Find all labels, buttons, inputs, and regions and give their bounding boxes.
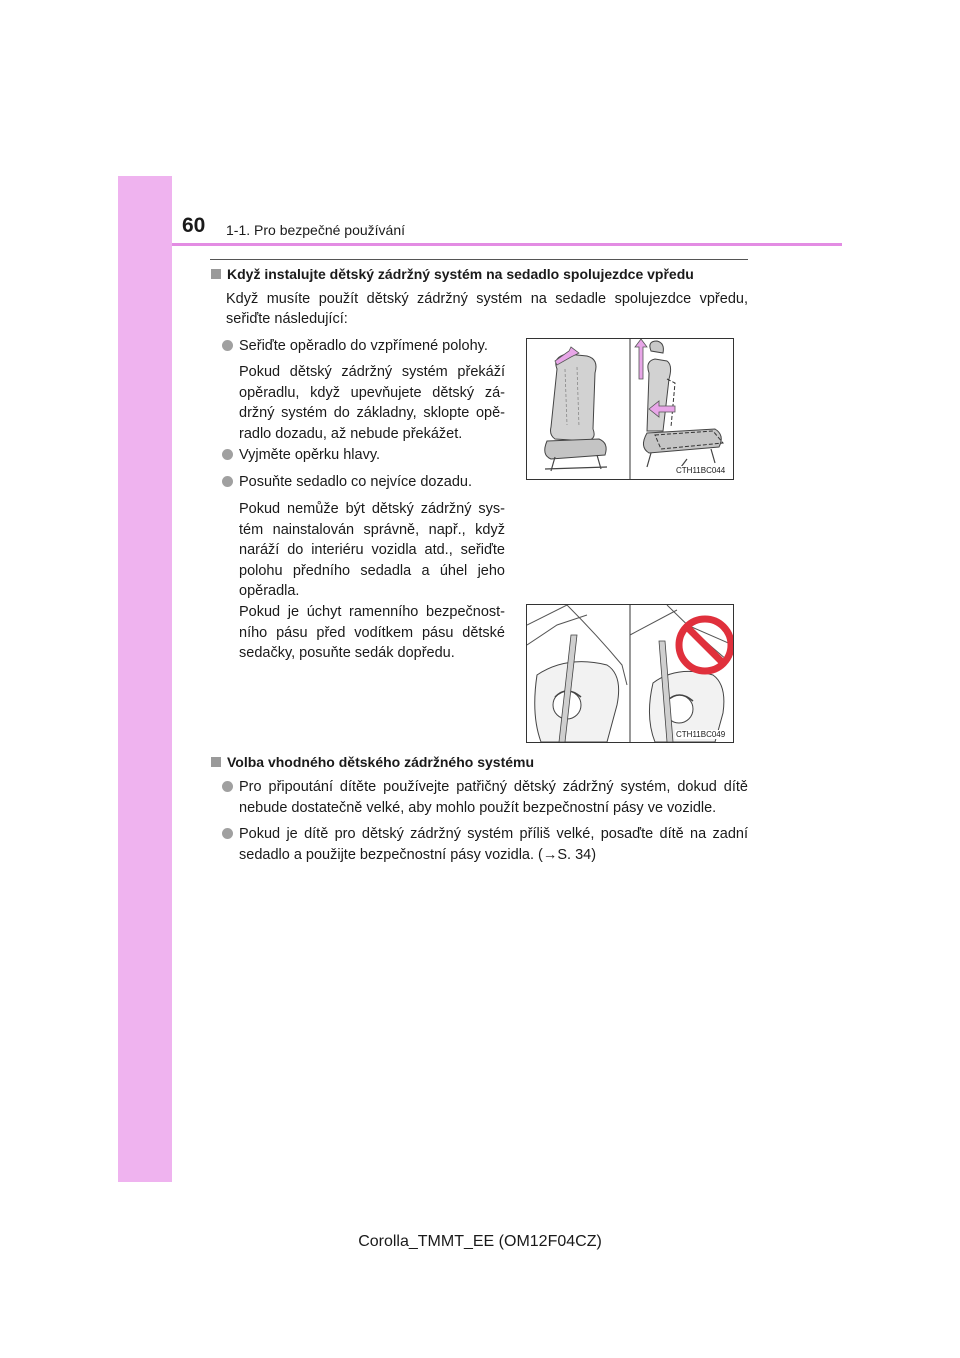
text-line: nebude dostatečně velké, aby mohlo použít bezpečnostní pásy ve vozidle.: [239, 799, 717, 816]
text-line: Pokud je úchyt ramenního bezpečnost-: [239, 604, 505, 620]
seatbelt-position-illustration: [526, 604, 734, 743]
round-bullet-icon: [222, 340, 233, 351]
seat-adjustment-drawing: [527, 339, 733, 479]
chapter-sidebar-tab: [118, 176, 172, 1182]
paragraph-recline-backrest: [239, 362, 505, 444]
figure-code: CTH11BC049: [676, 730, 726, 739]
square-bullet-icon: [211, 757, 221, 767]
bullet-upright-backrest: [239, 336, 509, 357]
seatbelt-position-drawing: [527, 605, 733, 742]
text-line: sedačky, posuňte sedák dopředu.: [239, 645, 455, 661]
section-divider: [210, 259, 748, 260]
bullet-text: Posuňte sedadlo co nejvíce dozadu.: [239, 474, 472, 490]
heading-choose-child-restraint: [211, 754, 534, 770]
paragraph-adjust-position: [239, 499, 505, 602]
seat-adjustment-illustration: [526, 338, 734, 480]
paragraph-shoulder-belt: [239, 602, 505, 664]
figure-code: CTH11BC044: [676, 466, 726, 475]
square-bullet-icon: [211, 269, 221, 279]
round-bullet-icon: [222, 781, 233, 792]
heading-text: Volba vhodného dětského zádržného systému: [227, 754, 535, 770]
section-title: 1-1. Pro bezpečné používání: [226, 222, 406, 238]
text-line: opěradlu, když upevňujete dětský zá-: [239, 384, 505, 401]
text-line: radlo dozadu, až nebude překážet.: [239, 425, 463, 442]
text-line: držný systém do základny, sklopte opě-: [239, 405, 505, 421]
intro-line-1: Když musíte použít dětský zádržný systém na sedadle spolujezdce vpředu,: [226, 291, 748, 307]
text-line: tém nainstalován správně, např., když: [239, 521, 505, 538]
bullet-seat-back: [239, 472, 509, 493]
heading-front-passenger-install: [211, 266, 694, 282]
page-number: 60: [182, 214, 206, 237]
round-bullet-icon: [222, 476, 233, 487]
round-bullet-icon: [222, 828, 233, 839]
round-bullet-icon: [222, 449, 233, 460]
bullet-use-proper-restraint: [239, 777, 748, 818]
bullet-text: Vyjměte opěrku hlavy.: [239, 447, 381, 463]
heading-text: Když instalujte dětský zádržný systém na sedadlo spolujezdce vpředu: [227, 266, 694, 282]
text-line: opěradla.: [239, 583, 300, 599]
bullet-remove-headrest: [239, 445, 509, 466]
footer-document-id: Corolla_TMMT_EE (OM12F04CZ): [358, 1233, 602, 1250]
bullet-child-too-big: [239, 824, 748, 865]
text-line: sedadlo a použijte bezpečnostní pásy vozidla. (→S. 34): [239, 846, 597, 863]
text-line: Pokud je dítě pro dětský zádržný systém příliš velké, posaďte dítě na zadní: [239, 826, 748, 842]
text-line: Pokud dětský zádržný systém překáží: [239, 364, 505, 380]
text-line: Pro připoutání dítěte používejte patřičný dětský zádržný systém, dokud dítě: [239, 779, 748, 795]
text-line: naráží do interiéru vozidla atd., seřiďte: [239, 542, 505, 558]
text-line: polohu předního sedadla a úhel jeho: [239, 562, 505, 579]
header-rule: [172, 243, 842, 246]
text-line: Pokud nemůže být dětský zádržný sys-: [239, 501, 505, 517]
bullet-text: Seřiďte opěradlo do vzpřímené polohy.: [239, 338, 488, 354]
text-line: ního pásu před vodítkem pásu dětské: [239, 624, 505, 641]
intro-line-2: seřiďte následující:: [226, 311, 348, 327]
